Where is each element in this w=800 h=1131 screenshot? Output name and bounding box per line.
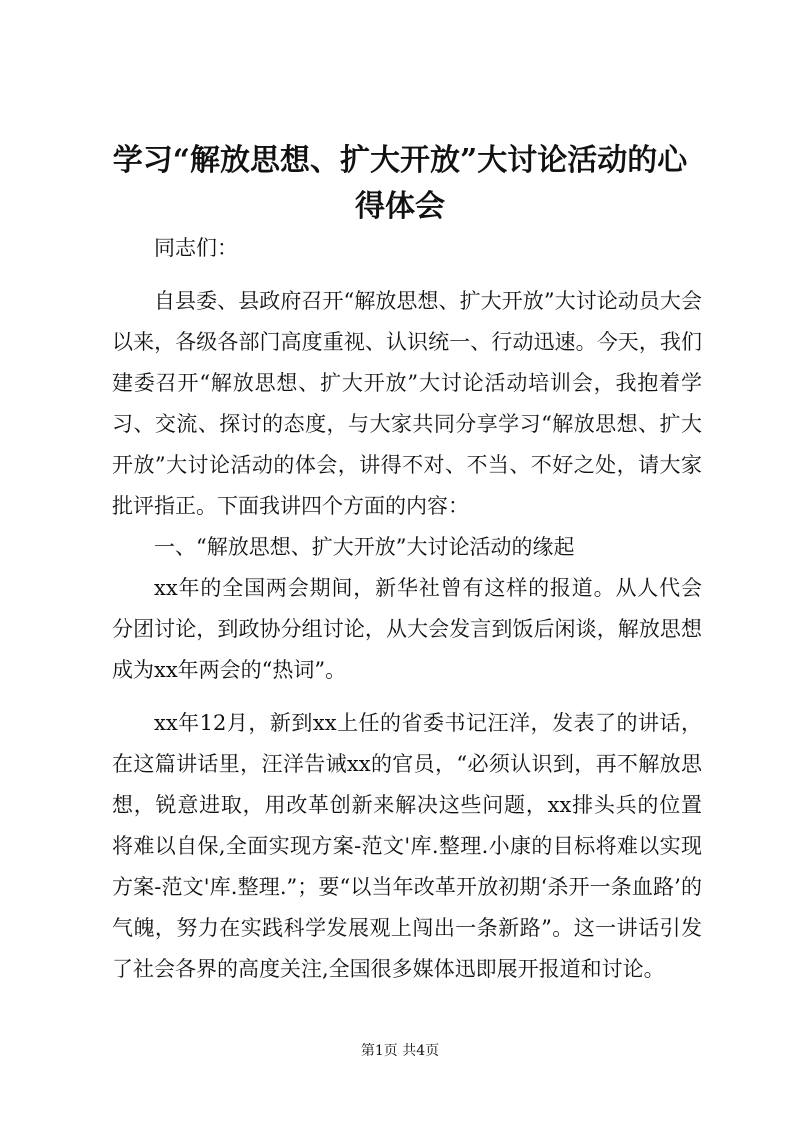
page-footer: 第1页 共4页	[360, 1043, 440, 1059]
salutation-paragraph: 同志们：	[154, 236, 238, 260]
section-heading: 一、“解放思想、扩大开放”大讨论活动的缘起	[154, 535, 575, 559]
body-paragraph: xx年的全国两会期间，新华社曾有这样的报道。从人代会分团讨论，到政协分组讨论，从大会发言到饭后闲谈，解放思想成为xx年两会的“热词”。	[112, 576, 702, 682]
body-paragraph: xx年12月，新到xx上任的省委书记汪洋，发表了的讲话，在这篇讲话里，汪洋告诫xx的官员，“必须认识到，再不解放思想，锐意进取，用改革创新来解决这些问题，xx排头兵的位置将难以自保,全面实现方案-范文'库.整理.小康的目标将难以实现方案-范文'库.整理.”；要“以当年改革开放初期‘杀开一条血路’的气魄，努力在实践科学发展观上闯出一条新路”。这一讲话引发了社会各界的高度关注,全国很多媒体迅即展开报道和讨论。	[112, 711, 702, 981]
intro-paragraph: 自县委、县政府召开“解放思想、扩大开放”大讨论动员大会以来，各级各部门高度重视、认识统一、行动迅速。今天，我们建委召开“解放思想、扩大开放”大讨论活动培训会，我抱着学习、交流、探讨的态度，与大家共同分享学习“解放思想、扩大开放”大讨论活动的体会，讲得不对、不当、不好之处，请大家批评指正。下面我讲四个方面的内容：	[112, 289, 702, 518]
document-title: 学习“解放思想、扩大开放”大讨论活动的心得体会	[112, 143, 688, 224]
document-body	[112, 228, 702, 990]
